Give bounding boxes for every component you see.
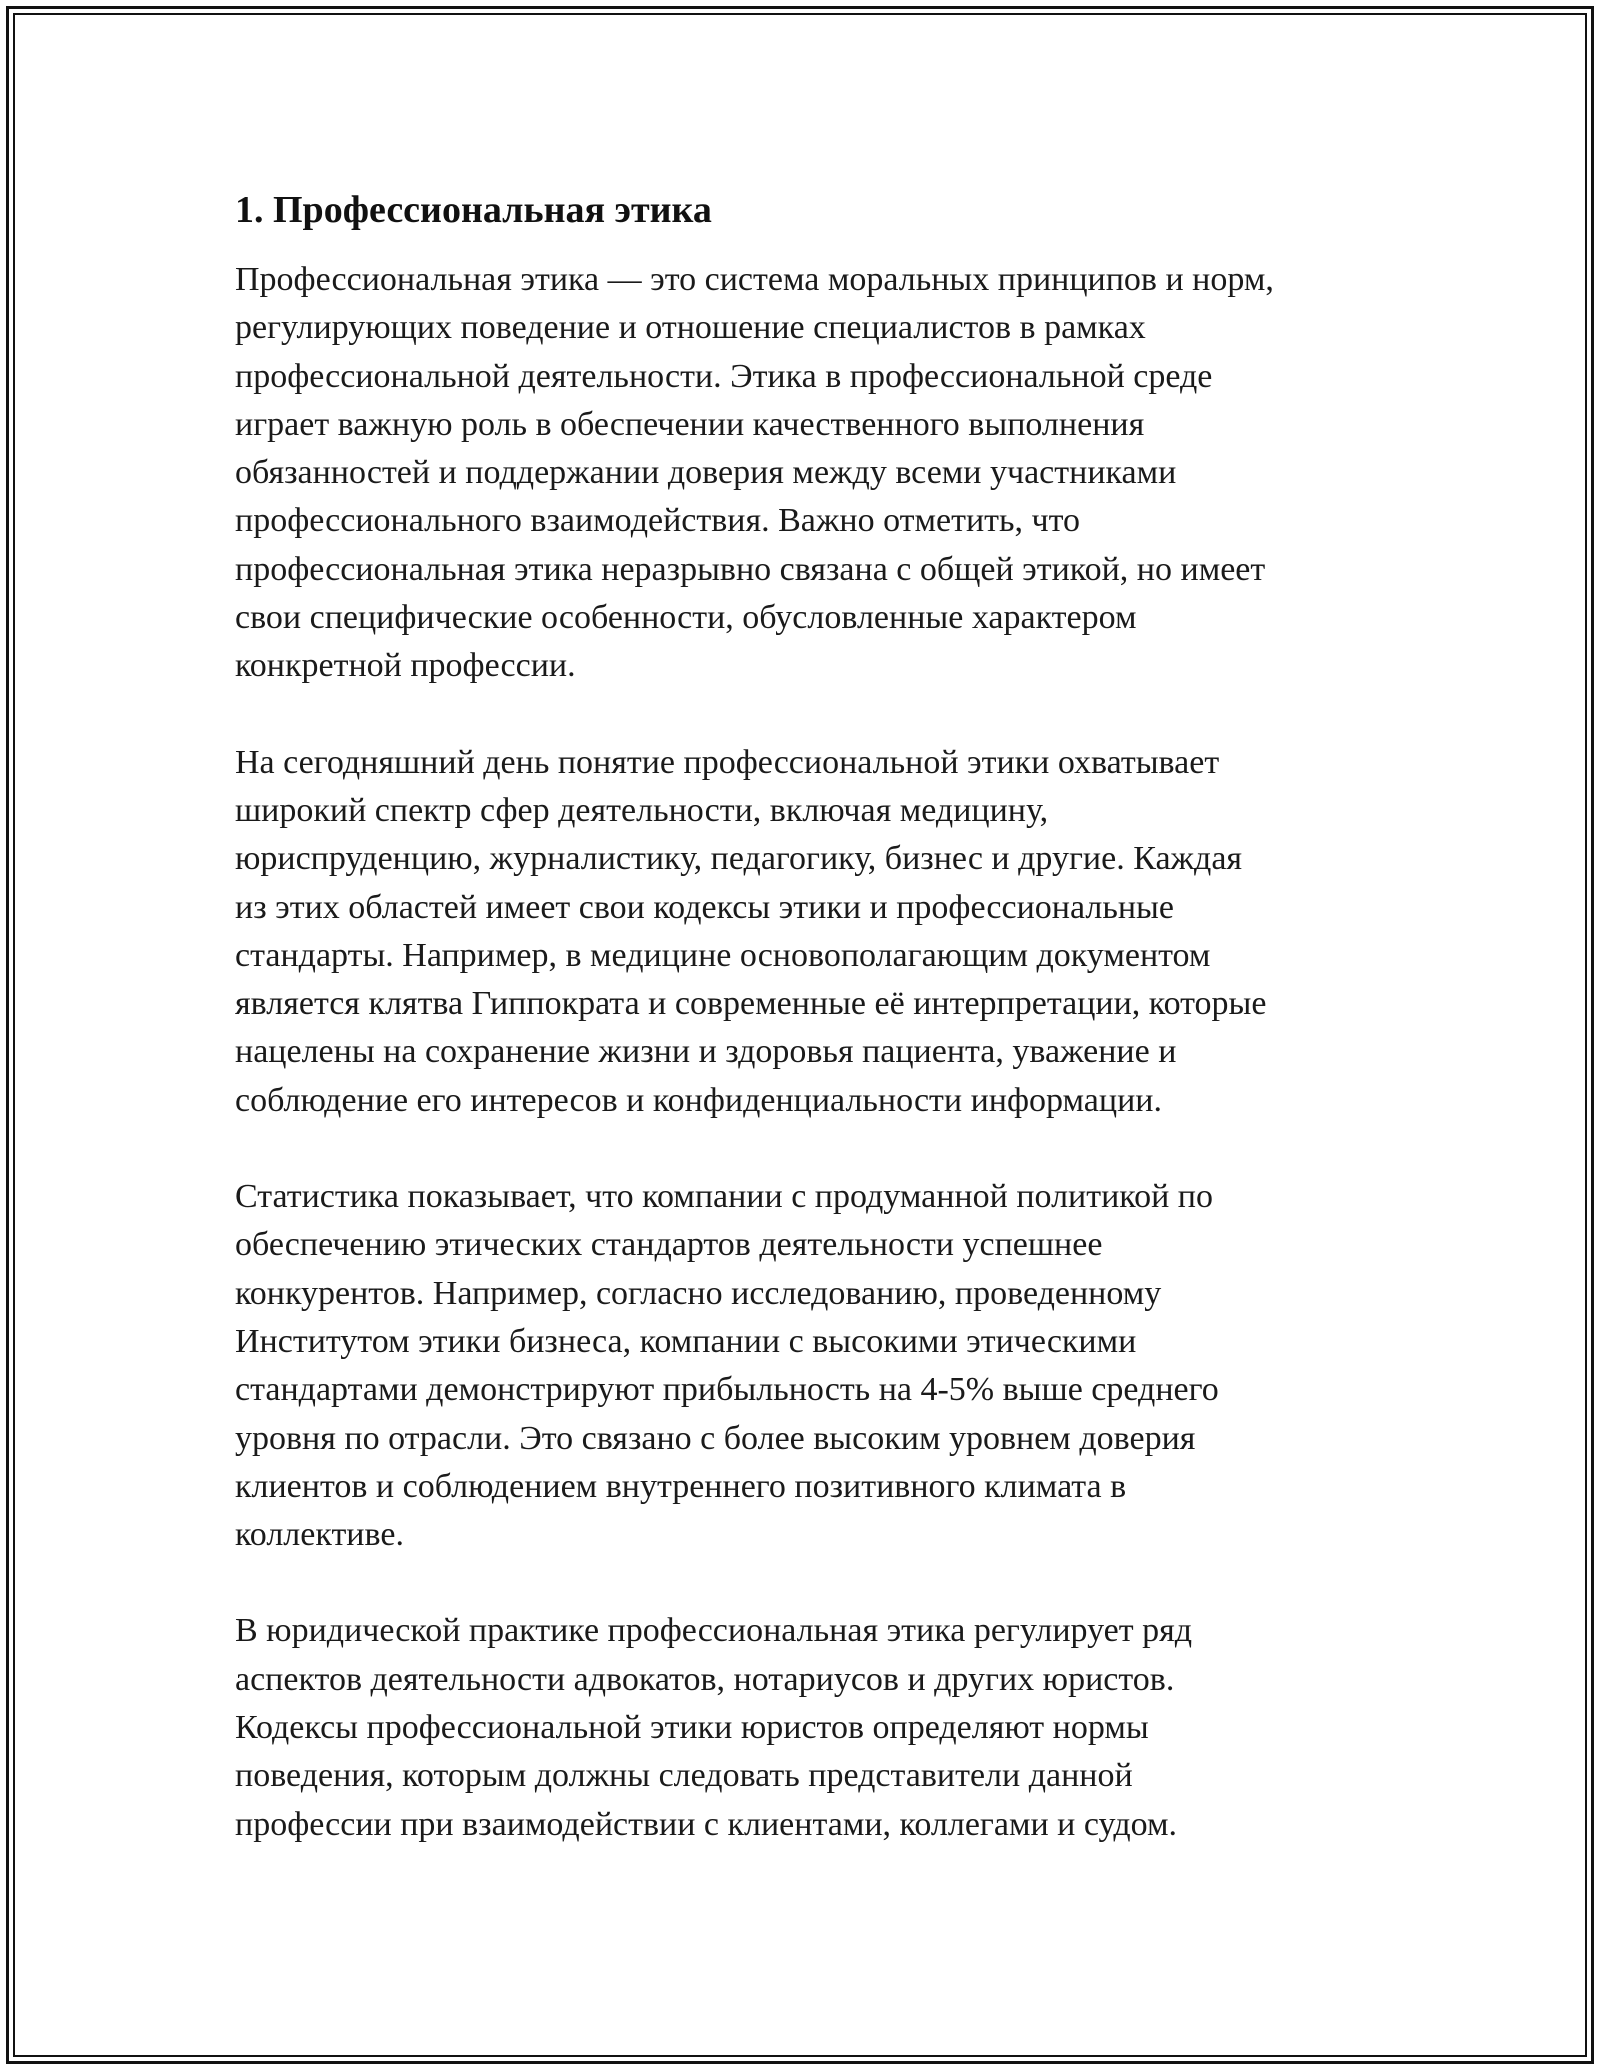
text-line: широкий спектр сфер деятельности, включая медицину, [235, 791, 1049, 829]
text-line: конкурентов. Например, согласно исследованию, проведенному [235, 1274, 1162, 1312]
text-line: профессионального взаимодействия. Важно отметить, что [235, 502, 1081, 540]
text-line: Институтом этики бизнеса, компании с высокими этическими [235, 1322, 1137, 1360]
text-line: конкретной профессии. [235, 647, 576, 685]
text-line: из этих областей имеет свои кодексы этики и профессиональные [235, 888, 1174, 926]
text-line: регулирующих поведение и отношение специалистов в рамках [235, 309, 1146, 347]
text-line: стандарты. Например, в медицине основополагающим документом [235, 936, 1211, 974]
text-line: свои специфические особенности, обусловленные характером [235, 599, 1137, 637]
text-line: нацелены на сохранение жизни и здоровья пациента, уважение и [235, 1033, 1177, 1071]
text-line: профессиональной деятельности. Этика в профессиональной среде [235, 357, 1213, 395]
text-line: На сегодняшний день понятие профессиональной этики охватывает [235, 743, 1220, 781]
text-line: коллективе. [235, 1516, 404, 1554]
text-line: профессиональная этика неразрывно связана с общей этикой, но имеет [235, 550, 1266, 588]
text-line: соблюдение его интересов и конфиденциальности информации. [235, 1081, 1162, 1119]
text-line: аспектов деятельности адвокатов, нотариусов и других юристов. [235, 1660, 1175, 1698]
text-line: Профессиональная этика — это система моральных принципов и норм, [235, 261, 1274, 298]
text-line: обязанностей и поддержании доверия между всеми участниками [235, 454, 1177, 492]
text-line: клиентов и соблюдением внутреннего позитивного климата в [235, 1467, 1127, 1505]
text-line: профессии при взаимодействии с клиентами, коллегами и судом. [235, 1805, 1178, 1843]
text-line: является клятва Гиппократа и современные её интерпретации, которые [235, 985, 1267, 1023]
text-line: Статистика показывает, что компании с продуманной политикой по [235, 1178, 1213, 1216]
text-line: стандартами демонстрируют прибыльность на 4-5% выше среднего [235, 1371, 1219, 1409]
text-line: поведения, которым должны следовать представители данной [235, 1757, 1133, 1795]
paragraph-statistics [235, 1173, 1375, 1559]
document-body [235, 186, 1375, 1849]
text-line: Кодексы профессиональной этики юристов определяют нормы [235, 1709, 1149, 1747]
paragraph-legal-practice [235, 1607, 1375, 1848]
text-line: обеспечению этических стандартов деятельности успешнее [235, 1226, 1103, 1264]
text-line: юриспруденцию, журналистику, педагогику, бизнес и другие. Каждая [235, 840, 1243, 878]
section-heading: 1. Профессиональная этика [235, 189, 712, 231]
paragraph-scope [235, 739, 1375, 1125]
text-line: играет важную роль в обеспечении качественного выполнения [235, 405, 1145, 443]
text-line: уровня по отрасли. Это связано с более высоким уровнем доверия [235, 1419, 1196, 1457]
text-line: В юридической практике профессиональная этика регулирует ряд [235, 1612, 1193, 1650]
paragraph-definition [235, 256, 1375, 691]
